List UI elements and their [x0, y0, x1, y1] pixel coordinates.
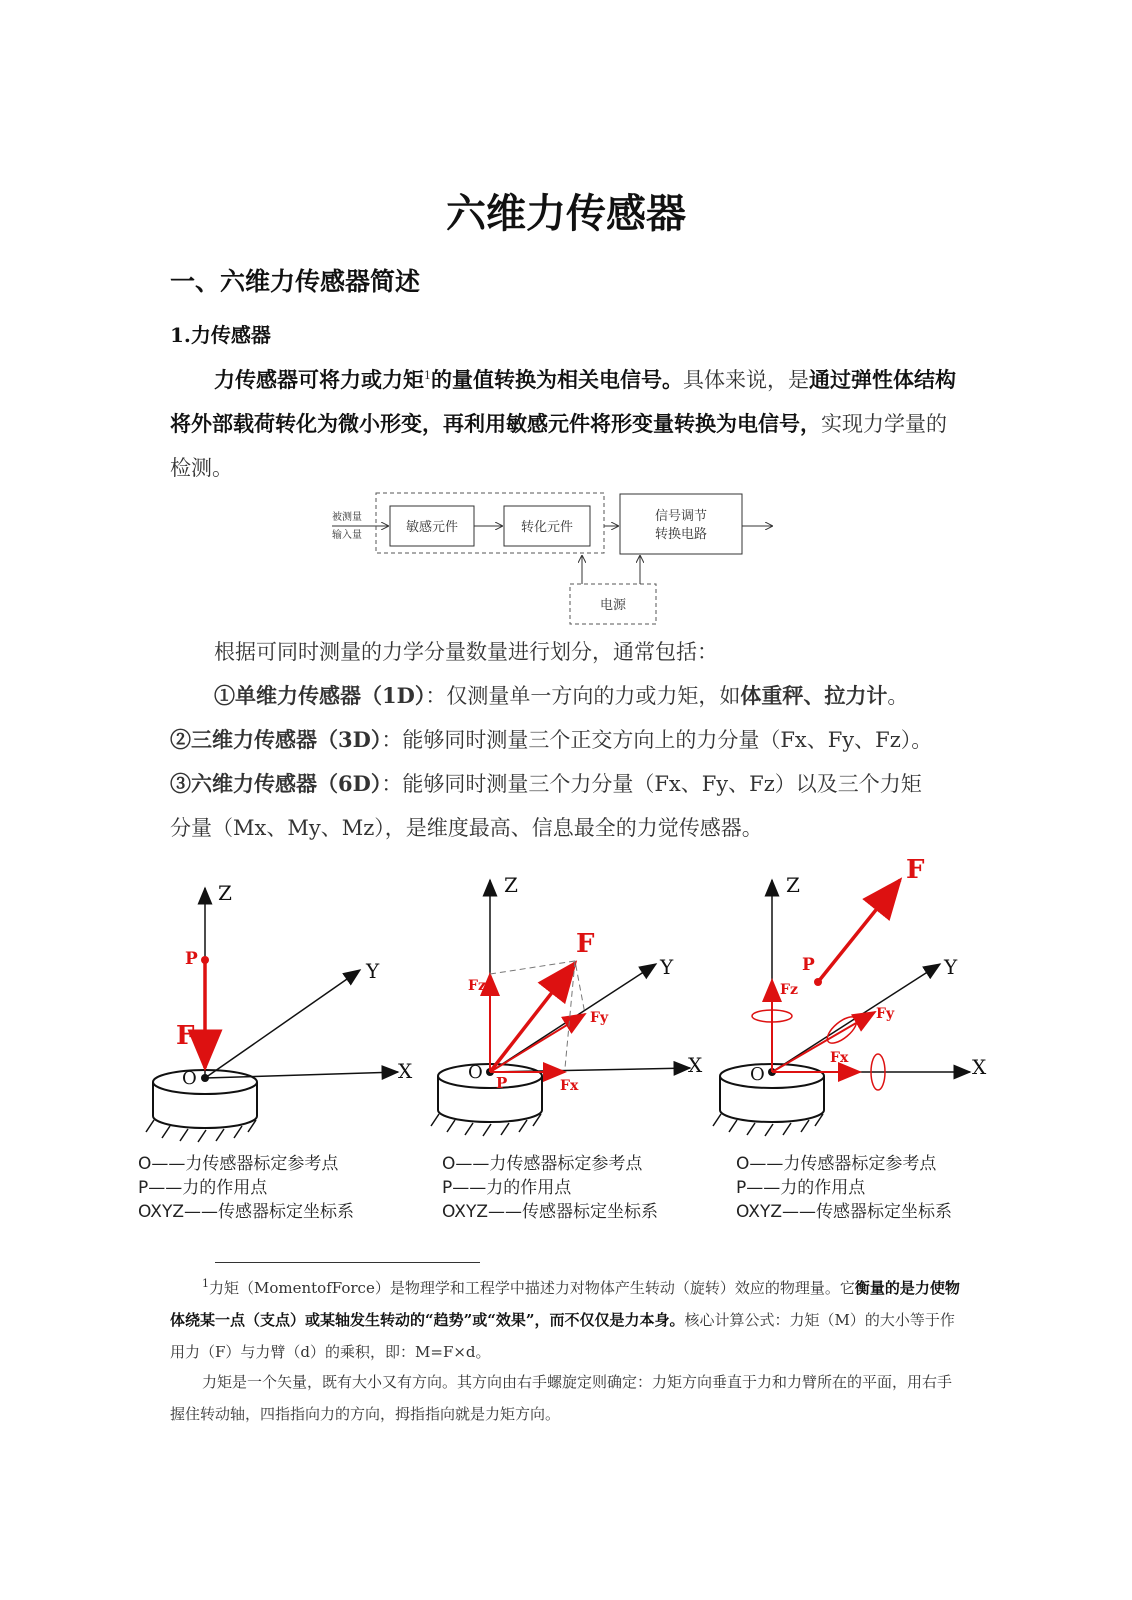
legend-1-line-2: P——力的作用点: [138, 1178, 268, 1198]
sensing-element-label: 敏感元件: [405, 520, 459, 535]
signal-label-1: 信号调节: [654, 509, 708, 524]
legend-3-line-2: P——力的作用点: [736, 1178, 866, 1198]
label-fx: Fx: [560, 1078, 579, 1094]
legend-3: [736, 1152, 952, 1224]
label-fy: Fy: [590, 1010, 609, 1026]
item-3d: [170, 718, 960, 762]
label-f: F: [906, 858, 925, 885]
item-1d-head: ①单维力传感器（1D）: [214, 683, 426, 708]
item-1d-end: 。: [887, 684, 909, 708]
label-y: Y: [366, 959, 380, 983]
footnote-p1-a: 力矩（MomentofForce）是物理学和工程学中描述力对物体产生转动（旋转）效应的物理量。它: [209, 1279, 855, 1297]
diagram-6d: [713, 858, 987, 1136]
legend-3-line-3: OXYZ——传感器标定坐标系: [736, 1202, 952, 1222]
item-6d-line-1: [170, 762, 960, 806]
intro-bold-2: 的量值转换为相关电信号。: [431, 367, 683, 392]
intro-normal-1: 具体来说，是: [683, 368, 809, 392]
subsection-heading: 1.力传感器: [170, 323, 271, 347]
footnote-p1-b: 衡量的是力使物体绕某一点（支点）或某轴发生转动的“趋势”或“效果”，而不仅仅是力本身。: [170, 1279, 960, 1329]
footnote-paragraph-1: [170, 1268, 960, 1368]
label-z: Z: [218, 881, 232, 905]
legend-1-line-3: OXYZ——传感器标定坐标系: [138, 1202, 354, 1222]
item-1d: [214, 674, 960, 718]
label-y: Y: [944, 955, 958, 979]
footnote-ref: 1: [424, 369, 431, 382]
label-o: O: [182, 1068, 197, 1089]
intro-normal-2: 实现力学量的检测。: [170, 412, 947, 480]
label-x: X: [972, 1055, 987, 1079]
label-p: P: [802, 955, 815, 975]
item-3d-head: ②三维力传感器（3D）: [170, 727, 382, 752]
force-diagrams-figure: [130, 858, 1010, 1148]
legend-2: [442, 1152, 658, 1224]
label-z: Z: [786, 873, 800, 897]
legend-1: [138, 1152, 354, 1224]
label-fz: Fz: [468, 978, 486, 994]
legend-3-line-1: O——力传感器标定参考点: [736, 1154, 937, 1174]
footnote-paragraph-2: 力矩是一个矢量，既有大小又有方向。其方向由右手螺旋定则确定：力矩方向垂直于力和力臂所在的平面，用右手握住转动轴，四指指向力的方向，拇指指向就是力矩方向。: [170, 1373, 953, 1423]
legend-2-line-1: O——力传感器标定参考点: [442, 1154, 643, 1174]
classification-intro: 根据可同时测量的力学分量数量进行划分，通常包括：: [214, 640, 718, 664]
item-1d-body: ：仅测量单一方向的力或力矩，如: [425, 684, 741, 708]
label-fy: Fy: [876, 1006, 895, 1022]
label-f: F: [576, 929, 595, 959]
item-6d-body-1: ：能够同时测量三个力分量（Fx、Fy、Fz）以及三个力矩: [381, 772, 922, 796]
item-6d-line-2: 分量（Mx、My、Mz），是维度最高、信息最全的力觉传感器。: [170, 816, 763, 840]
signal-circuit-box: [620, 494, 742, 554]
label-x: X: [688, 1053, 703, 1077]
input-label-1: 被测量: [332, 512, 362, 523]
label-x: X: [398, 1059, 413, 1083]
label-o: O: [468, 1062, 483, 1083]
diagram-3d: [431, 873, 703, 1136]
signal-label-2: 转换电路: [654, 527, 708, 542]
label-p: P: [496, 1074, 508, 1092]
label-f: F: [176, 1021, 195, 1051]
label-fx: Fx: [830, 1050, 849, 1066]
label-y: Y: [660, 955, 674, 979]
input-label-2: 输入量: [332, 530, 362, 541]
label-fz: Fz: [780, 982, 798, 998]
label-p: P: [185, 949, 198, 969]
intro-bold-1: 力传感器可将力或力矩: [214, 367, 424, 392]
sensor-block-diagram: [330, 490, 790, 630]
legend-1-line-1: O——力传感器标定参考点: [138, 1154, 339, 1174]
label-o: O: [750, 1064, 765, 1085]
item-3d-body: ：能够同时测量三个正交方向上的力分量（Fx、Fy、Fz）。: [381, 728, 933, 752]
footnote-mark: 1: [202, 1277, 209, 1290]
intro-paragraph: [170, 354, 960, 490]
item-6d-head: ③六维力传感器（6D）: [170, 771, 382, 796]
legend-2-line-2: P——力的作用点: [442, 1178, 572, 1198]
power-label: 电源: [599, 598, 627, 613]
converting-element-label: 转化元件: [520, 520, 574, 535]
item-1d-tail: 体重秤、拉力计: [740, 683, 888, 708]
intro-bold-3: 通过弹性体结构将外部载荷转化为微小形变，再利用敏感元件将形变量转换为电信号，: [170, 367, 956, 436]
page-title: 六维力传感器: [446, 191, 686, 237]
legend-2-line-3: OXYZ——传感器标定坐标系: [442, 1202, 658, 1222]
label-z: Z: [504, 873, 518, 897]
section-heading: 一、六维力传感器简述: [170, 267, 421, 296]
footnote-separator: [215, 1262, 480, 1263]
diagram-1d: [146, 881, 413, 1142]
footnote-p1-c: 核心计算公式：力矩（M）的大小等于作用力（F）与力臂（d）的乘积，即：M=F×d。: [170, 1311, 955, 1361]
